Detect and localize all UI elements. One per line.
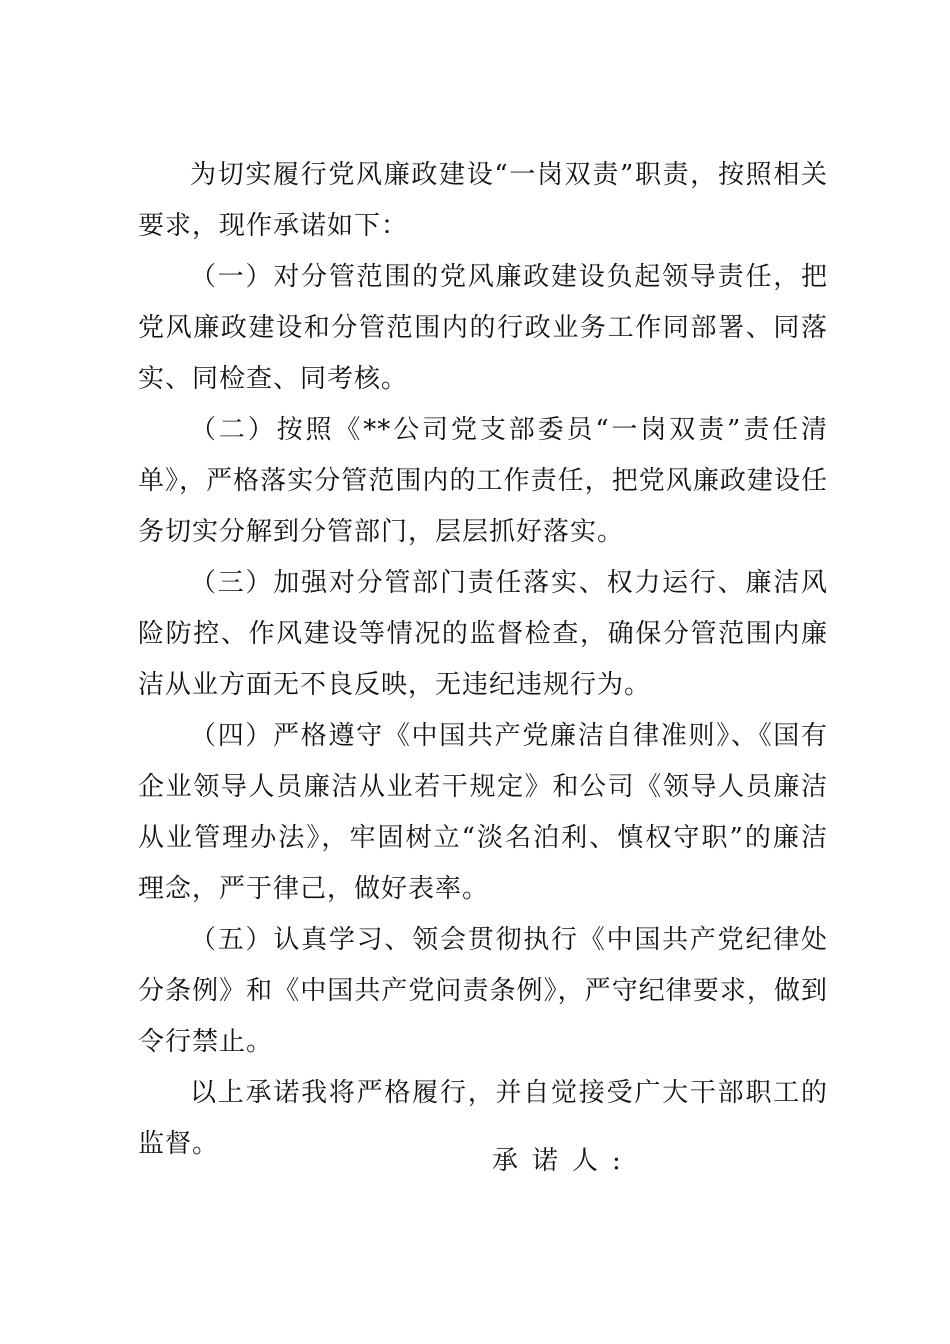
commitment-item-2: （二）按照《**公司党支部委员“一岗双责”责任清单》，严格落实分管范围内的工作责任，把党风廉政建设任务切实分解到分管部门，层层抓好落实。 [138, 415, 828, 547]
commitment-item-1: （一）对分管范围的党风廉政建设负起领导责任，把党风廉政建设和分管范围内的行政业务工作同部署、同落实、同检查、同考核。 [138, 262, 828, 394]
commitment-item-4: （四）严格遵守《中国共产党廉洁自律准则》、《国有企业领导人员廉洁从业若干规定》和公司《领导人员廉洁从业管理办法》，牢固树立“淡名泊利、慎权守职”的廉洁理念，严于律己，做好表率。 [138, 721, 828, 904]
commitment-letter-body [138, 150, 828, 1170]
commitment-item-5: （五）认真学习、领会贯彻执行《中国共产党纪律处分条例》和《中国共产党问责条例》，严守纪律要求，做到令行禁止。 [138, 925, 828, 1057]
intro-paragraph: 为切实履行党风廉政建设“一岗双责”职责，按照相关要求，现作承诺如下： [138, 160, 828, 241]
signature-label: 承诺人: [492, 1146, 635, 1176]
closing-paragraph: 以上承诺我将严格履行，并自觉接受广大干部职工的监督。 [138, 1078, 828, 1159]
commitment-item-3: （三）加强对分管部门责任落实、权力运行、廉洁风险防控、作风建设等情况的监督检查，确保分管范围内廉洁从业方面无不良反映，无违纪违规行为。 [138, 568, 828, 700]
